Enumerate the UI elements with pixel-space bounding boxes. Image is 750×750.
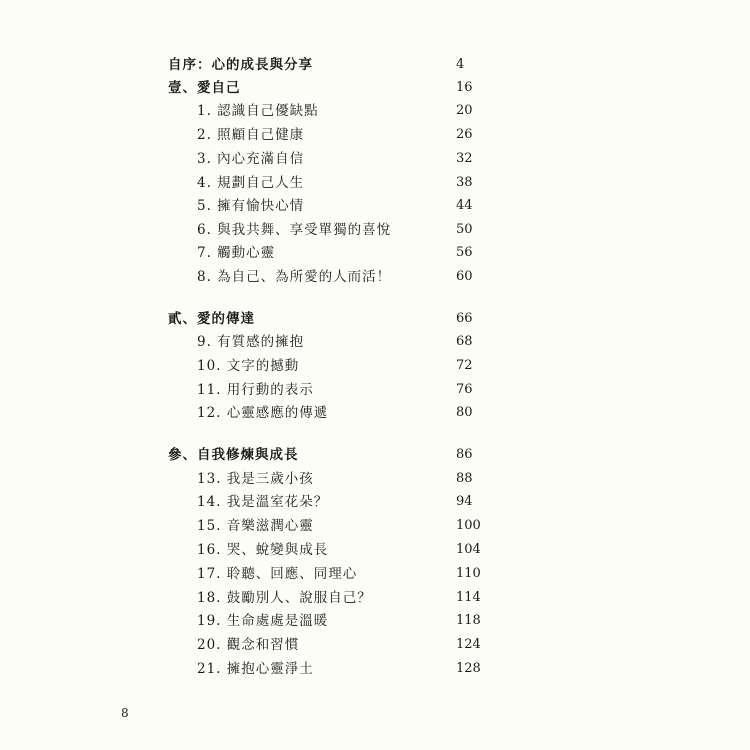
toc-entry [0, 100, 750, 122]
toc-page-number: 94 [456, 494, 473, 509]
toc-entry [0, 124, 750, 146]
toc-page-number: 104 [456, 542, 481, 557]
toc-label: 5. 擁有愉快心情 [197, 198, 305, 214]
toc-entry [0, 148, 750, 170]
toc-entry-chapter-3 [0, 444, 750, 466]
toc-entry [0, 331, 750, 353]
toc-entry [0, 658, 750, 680]
toc-label: 4. 規劃自己人生 [197, 175, 305, 191]
toc-page-number: 60 [456, 269, 473, 284]
toc-label: 參、自我修煉與成長 [168, 447, 299, 463]
toc-entry-preface [0, 54, 750, 76]
toc-entry [0, 610, 750, 632]
toc-page-number: 72 [456, 358, 473, 373]
toc-label: 15. 音樂滋潤心靈 [197, 518, 314, 534]
toc-page-number: 32 [456, 151, 473, 166]
toc-entry [0, 266, 750, 288]
toc-page-number: 4 [456, 57, 465, 72]
toc-entry [0, 195, 750, 217]
toc-label: 13. 我是三歲小孩 [197, 471, 314, 487]
toc-entry [0, 242, 750, 264]
toc-page-number: 50 [456, 222, 473, 237]
toc-entry [0, 379, 750, 401]
toc-page-number: 44 [456, 198, 473, 213]
toc-label: 3. 內心充滿自信 [197, 151, 305, 167]
toc-page-number: 26 [456, 127, 473, 142]
toc-entry [0, 491, 750, 513]
toc-label: 10. 文字的撼動 [197, 358, 300, 374]
toc-label: 21. 擁抱心靈淨土 [197, 661, 314, 677]
toc-page-number: 124 [456, 637, 481, 652]
toc-page-number: 56 [456, 245, 473, 260]
toc-entry [0, 539, 750, 561]
toc-entry [0, 355, 750, 377]
toc-entry-chapter-1 [0, 77, 750, 99]
toc-page-number: 68 [456, 334, 473, 349]
toc-entry [0, 219, 750, 241]
toc-page-number: 80 [456, 405, 473, 420]
toc-page-number: 128 [456, 661, 481, 676]
toc-label: 8. 為自己、為所愛的人而活！ [197, 269, 392, 285]
toc-label: 12. 心靈感應的傳遞 [197, 405, 329, 421]
toc-page-number: 86 [456, 447, 473, 462]
toc-page-number: 76 [456, 382, 473, 397]
toc-entry [0, 402, 750, 424]
toc-label: 14. 我是溫室花朵？ [197, 494, 329, 510]
toc-label: 19. 生命處處是溫暖 [197, 613, 329, 629]
toc-page-number: 118 [456, 613, 481, 628]
toc-label: 壹、愛自己 [168, 80, 241, 96]
page-number-folio: 8 [121, 706, 129, 720]
toc-page-number: 20 [456, 103, 473, 118]
toc-page-number: 88 [456, 471, 473, 486]
toc-label: 6. 與我共舞、享受單獨的喜悅 [197, 222, 392, 238]
toc-page-number: 114 [456, 590, 481, 605]
toc-page-number: 100 [456, 518, 481, 533]
toc-label: 17. 聆聽、回應、同理心 [197, 566, 358, 582]
toc-label: 自序：心的成長與分享 [168, 57, 313, 73]
toc-label: 18. 鼓勵別人、說服自己？ [197, 590, 372, 606]
toc-label: 16. 哭、蛻變與成長 [197, 542, 329, 558]
toc-label: 11. 用行動的表示 [197, 382, 314, 398]
toc-page-number: 110 [456, 566, 481, 581]
toc-label: 20. 觀念和習慣 [197, 637, 300, 653]
toc-label: 1. 認識自己優缺點 [197, 103, 319, 119]
toc-page-number: 66 [456, 311, 473, 326]
toc-entry-chapter-2 [0, 308, 750, 330]
toc-entry [0, 587, 750, 609]
toc-entry [0, 515, 750, 537]
toc-label: 2. 照顧自己健康 [197, 127, 305, 143]
toc-entry [0, 468, 750, 490]
toc-entry [0, 563, 750, 585]
toc-label: 9. 有質感的擁抱 [197, 334, 305, 350]
toc-label: 7. 觸動心靈 [197, 245, 276, 261]
toc-entry [0, 172, 750, 194]
toc-page-number: 16 [456, 80, 473, 95]
toc-entry [0, 634, 750, 656]
toc-page-number: 38 [456, 175, 473, 190]
toc-label: 貳、愛的傳達 [168, 311, 255, 327]
